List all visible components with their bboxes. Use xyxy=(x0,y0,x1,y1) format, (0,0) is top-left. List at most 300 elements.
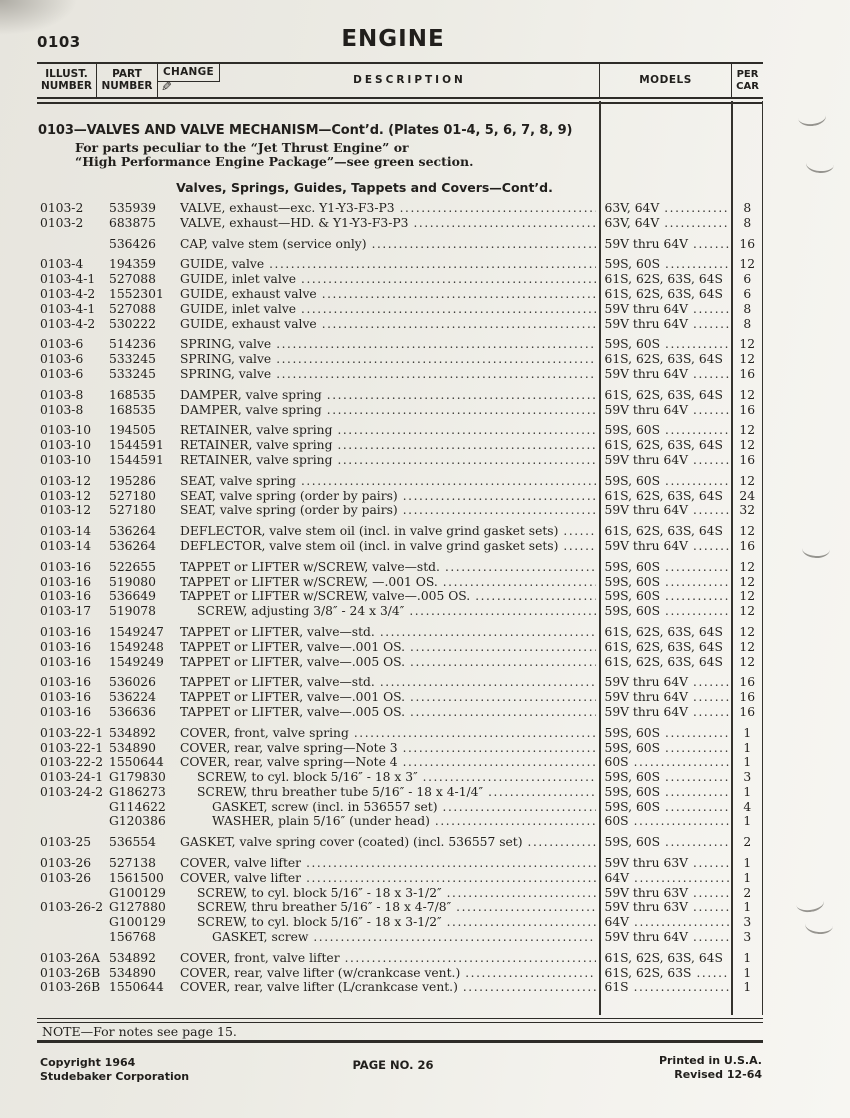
dot-leader xyxy=(403,489,596,503)
column-header-per-car xyxy=(731,64,763,97)
models-text: 59V thru 63V xyxy=(604,900,689,915)
row-group xyxy=(37,423,763,467)
models-cell xyxy=(600,352,732,366)
models-text: 59V thru 63V xyxy=(604,856,689,871)
dot-leader xyxy=(410,705,595,719)
table-row xyxy=(37,352,763,367)
table-row xyxy=(37,524,763,539)
dot-leader xyxy=(276,337,595,351)
description-text: TAPPET or LIFTER, valve—.005 OS. xyxy=(180,654,406,669)
dot-leader xyxy=(443,575,596,589)
description-text: COVER, valve lifter xyxy=(180,856,302,871)
description-cell xyxy=(180,835,600,849)
table-row xyxy=(37,272,763,287)
illust-number: 0103-22-1 xyxy=(40,725,104,740)
models-text: 59S, 60S xyxy=(604,257,661,272)
models-cell xyxy=(600,900,732,914)
dot-leader xyxy=(435,814,596,828)
models-cell xyxy=(600,741,732,755)
illust-number: 0103-12 xyxy=(40,473,92,488)
description-cell xyxy=(180,560,600,574)
description-text: GUIDE, exhaust valve xyxy=(180,286,317,301)
description-cell xyxy=(180,539,600,553)
per-car-qty: 12 xyxy=(739,559,756,574)
description-text: GASKET, valve spring cover (coated) (incl. 536557 set) xyxy=(180,835,523,850)
description-text: SPRING, valve xyxy=(180,352,272,367)
dot-leader xyxy=(447,886,596,900)
illust-number: 0103-10 xyxy=(40,452,92,467)
models-cell xyxy=(600,705,732,719)
dot-leader xyxy=(728,524,729,538)
description-text: SEAT, valve spring (order by pairs) xyxy=(180,503,398,518)
models-text: 61S, 62S, 63S, 64S xyxy=(604,272,723,287)
illust-number: 0103-14 xyxy=(40,524,92,539)
description-cell xyxy=(180,524,600,538)
per-car-qty: 16 xyxy=(739,402,756,417)
table-row xyxy=(37,930,763,945)
dot-leader xyxy=(693,367,728,381)
dot-leader xyxy=(563,524,595,538)
models-text: 59S, 60S xyxy=(604,604,661,619)
table-row xyxy=(37,489,763,504)
dot-leader xyxy=(634,915,728,929)
models-cell xyxy=(600,800,732,814)
footer-printed-line: Printed in U.S.A. xyxy=(658,1054,762,1067)
models-cell xyxy=(600,604,732,618)
column-header-label: ILLUST. xyxy=(45,68,88,80)
description-cell xyxy=(180,930,600,944)
models-cell xyxy=(600,785,732,799)
table-row xyxy=(37,367,763,382)
dot-leader xyxy=(301,474,596,488)
part-number: 1550644 xyxy=(109,980,164,995)
description-text: SEAT, valve spring xyxy=(180,473,296,488)
models-cell xyxy=(600,367,732,381)
column-header-label: PART xyxy=(112,68,142,80)
row-group xyxy=(37,625,763,669)
dot-leader xyxy=(728,640,729,654)
illust-number: 0103-16 xyxy=(40,690,92,705)
dot-leader xyxy=(372,237,596,251)
models-cell xyxy=(600,539,732,553)
illust-number: 0103-8 xyxy=(40,402,84,417)
models-text: 59V thru 64V xyxy=(604,538,689,553)
illust-number: 0103-16 xyxy=(40,639,92,654)
dot-leader xyxy=(380,675,596,689)
page-section-code: 0103 xyxy=(37,33,81,51)
description-cell xyxy=(180,675,600,689)
description-cell xyxy=(180,367,600,381)
illust-number: 0103-4-1 xyxy=(40,272,96,287)
table-row xyxy=(37,741,763,756)
models-cell xyxy=(600,915,732,929)
per-car-qty: 1 xyxy=(743,856,752,871)
part-number: 1549248 xyxy=(109,639,164,654)
illust-number: 0103-16 xyxy=(40,574,92,589)
dot-leader xyxy=(634,980,729,994)
models-cell xyxy=(600,403,732,417)
dot-leader xyxy=(269,257,595,271)
dot-leader xyxy=(665,741,728,755)
models-cell xyxy=(600,423,732,437)
dot-leader xyxy=(403,755,596,769)
dot-leader xyxy=(410,640,595,654)
table-row xyxy=(37,474,763,489)
illust-number: 0103-12 xyxy=(40,503,92,518)
illust-number: 0103-4-2 xyxy=(40,316,96,331)
dot-leader xyxy=(693,237,728,251)
models-text: 59S, 60S xyxy=(604,574,661,589)
models-text: 59V thru 64V xyxy=(604,503,689,518)
binder-hole-shadow xyxy=(797,107,827,128)
table-row xyxy=(37,438,763,453)
models-cell xyxy=(600,474,732,488)
table-header xyxy=(37,62,763,104)
section-note-line: “High Performance Engine Package”—see green section. xyxy=(75,153,474,169)
models-text: 61S, 62S, 63S, 64S xyxy=(604,387,723,402)
dot-leader xyxy=(410,690,595,704)
per-car-qty: 1 xyxy=(743,814,752,829)
illust-number: 0103-2 xyxy=(40,215,84,230)
description-text: SCREW, to cyl. block 5/16″ - 18 x 3-1/2″ xyxy=(197,885,442,900)
illust-number: 0103-16 xyxy=(40,624,92,639)
part-number: 683875 xyxy=(109,215,156,230)
models-cell xyxy=(600,337,732,351)
dot-leader xyxy=(403,503,596,517)
dot-leader xyxy=(728,352,729,366)
per-car-qty: 1 xyxy=(743,980,752,995)
dot-leader xyxy=(728,655,729,669)
models-text: 59S, 60S xyxy=(604,835,661,850)
part-number: 536426 xyxy=(109,236,156,251)
part-number: G100129 xyxy=(109,915,166,930)
dot-leader xyxy=(693,690,728,704)
table-row xyxy=(37,640,763,655)
part-number: 536224 xyxy=(109,690,156,705)
models-text: 59S, 60S xyxy=(604,770,661,785)
models-cell xyxy=(600,438,732,452)
dot-leader xyxy=(337,423,595,437)
models-text: 60S xyxy=(604,814,629,829)
table-row xyxy=(37,800,763,815)
dot-leader xyxy=(447,915,596,929)
description-cell xyxy=(180,337,600,351)
row-group xyxy=(37,237,763,252)
models-cell xyxy=(600,287,732,301)
part-number: 195286 xyxy=(109,473,156,488)
dot-leader xyxy=(463,980,596,994)
models-cell xyxy=(600,272,732,286)
description-cell xyxy=(180,503,600,517)
description-cell xyxy=(180,287,600,301)
per-car-qty: 12 xyxy=(739,257,756,272)
per-car-qty: 1 xyxy=(743,784,752,799)
dot-leader xyxy=(665,800,728,814)
per-car-qty: 1 xyxy=(743,950,752,965)
dot-leader xyxy=(634,814,729,828)
table-row xyxy=(37,675,763,690)
table-row xyxy=(37,856,763,871)
dot-leader xyxy=(414,216,596,230)
table-body xyxy=(37,101,763,1015)
description-text: COVER, front, valve lifter xyxy=(180,950,340,965)
illust-number: 0103-2 xyxy=(40,201,84,215)
column-header-models xyxy=(599,64,731,97)
dot-leader xyxy=(337,438,595,452)
per-car-qty: 4 xyxy=(743,799,752,814)
table-row xyxy=(37,287,763,302)
models-text: 61S, 62S, 63S, 64S xyxy=(604,488,723,503)
models-text: 59V thru 64V xyxy=(604,366,689,381)
note-top-rule xyxy=(37,1018,763,1023)
models-text: 59V thru 64V xyxy=(604,704,689,719)
dot-leader xyxy=(301,302,595,316)
dot-leader xyxy=(728,272,729,286)
description-text: TAPPET or LIFTER w/SCREW, valve—.005 OS. xyxy=(180,589,471,604)
table-row xyxy=(37,423,763,438)
models-cell xyxy=(600,871,732,885)
description-cell xyxy=(180,951,600,965)
illust-number: 0103-4-1 xyxy=(40,301,96,316)
dot-leader xyxy=(728,489,729,503)
dot-leader xyxy=(693,302,728,316)
column-header-illust-number xyxy=(37,64,97,97)
dot-leader xyxy=(306,871,595,885)
models-cell xyxy=(600,655,732,669)
dot-leader xyxy=(728,438,729,452)
description-text: RETAINER, valve spring xyxy=(180,452,333,467)
description-text: TAPPET or LIFTER, valve—.001 OS. xyxy=(180,639,406,654)
dot-leader xyxy=(693,705,728,719)
row-group xyxy=(37,524,763,554)
dot-leader xyxy=(276,352,595,366)
part-number: 519080 xyxy=(109,574,156,589)
dot-leader xyxy=(465,966,595,980)
illust-number: 0103-24-2 xyxy=(40,784,104,799)
per-car-qty: 16 xyxy=(739,675,756,690)
part-number: G179830 xyxy=(109,770,166,785)
part-number: 534890 xyxy=(109,965,156,980)
dot-leader xyxy=(665,726,728,740)
dot-leader xyxy=(409,604,595,618)
models-text: 61S, 62S, 63S, 64S xyxy=(604,654,723,669)
dot-leader xyxy=(528,835,596,849)
per-car-qty: 3 xyxy=(743,770,752,785)
models-text: 59S, 60S xyxy=(604,799,661,814)
part-number: 1544591 xyxy=(109,452,164,467)
column-header-label: NUMBER xyxy=(101,79,153,92)
models-text: 64V xyxy=(604,870,630,885)
dot-leader xyxy=(693,930,728,944)
per-car-qty: 12 xyxy=(739,387,756,402)
models-cell xyxy=(600,675,732,689)
dot-leader xyxy=(693,503,728,517)
part-number: 1561500 xyxy=(109,870,164,885)
dot-leader xyxy=(728,951,729,965)
description-cell xyxy=(180,474,600,488)
table-row xyxy=(37,871,763,886)
illust-number: 0103-10 xyxy=(40,438,92,453)
models-cell xyxy=(600,453,732,467)
illust-number: 0103-16 xyxy=(40,654,92,669)
per-car-qty: 1 xyxy=(743,755,752,770)
description-text: TAPPET or LIFTER, valve—.005 OS. xyxy=(180,704,406,719)
dot-leader xyxy=(380,625,596,639)
models-cell xyxy=(600,317,732,331)
table-row xyxy=(37,835,763,850)
description-text: COVER, front, valve spring xyxy=(180,725,349,740)
part-number: 514236 xyxy=(109,337,156,352)
dot-leader xyxy=(693,453,728,467)
illust-number: 0103-24-1 xyxy=(40,770,104,785)
models-cell xyxy=(600,690,732,704)
per-car-qty: 1 xyxy=(743,965,752,980)
table-row xyxy=(37,237,763,252)
description-text: DAMPER, valve spring xyxy=(180,387,322,402)
part-number: 1550644 xyxy=(109,755,164,770)
description-text: COVER, rear, valve lifter (L/crankcase vent.) xyxy=(180,980,458,995)
illust-number: 0103-16 xyxy=(40,704,92,719)
per-car-qty: 6 xyxy=(743,272,752,287)
dot-leader xyxy=(634,871,728,885)
description-cell xyxy=(180,216,600,230)
part-number: 168535 xyxy=(109,402,156,417)
per-car-qty: 1 xyxy=(743,725,752,740)
table-row xyxy=(37,317,763,332)
part-number: 1549249 xyxy=(109,654,164,669)
part-number: 522655 xyxy=(109,559,156,574)
illust-number: 0103-14 xyxy=(40,538,92,553)
per-car-qty: 12 xyxy=(739,624,756,639)
dot-leader xyxy=(488,785,595,799)
part-number: 1552301 xyxy=(109,286,164,301)
per-car-qty: 8 xyxy=(743,301,752,316)
description-text: CAP, valve stem (service only) xyxy=(180,236,367,251)
description-cell xyxy=(180,900,600,914)
part-number: 533245 xyxy=(109,352,156,367)
illust-number: 0103-22-2 xyxy=(40,755,104,770)
models-cell xyxy=(600,589,732,603)
dot-leader xyxy=(634,755,729,769)
models-text: 63V, 64V xyxy=(604,201,660,215)
per-car-qty: 12 xyxy=(739,524,756,539)
description-text: SPRING, valve xyxy=(180,366,272,381)
part-number: G114622 xyxy=(109,799,166,814)
table-row xyxy=(37,915,763,930)
table-row xyxy=(37,503,763,518)
dot-leader xyxy=(728,388,729,402)
description-cell xyxy=(180,438,600,452)
per-car-qty: 12 xyxy=(739,352,756,367)
description-cell xyxy=(180,302,600,316)
part-number: 536264 xyxy=(109,538,156,553)
part-number: 527180 xyxy=(109,503,156,518)
dot-leader xyxy=(665,474,728,488)
dot-leader xyxy=(354,726,596,740)
column-header-change xyxy=(158,64,220,97)
table-row xyxy=(37,705,763,720)
part-number: 527088 xyxy=(109,272,156,287)
models-text: 61S, 62S, 63S, 64S xyxy=(604,624,723,639)
table-row xyxy=(37,785,763,800)
description-cell xyxy=(180,489,600,503)
dot-leader xyxy=(665,257,728,271)
dot-leader xyxy=(327,388,596,402)
models-cell xyxy=(600,814,732,828)
part-number: G186273 xyxy=(109,784,166,799)
illust-number: 0103-22-1 xyxy=(40,740,104,755)
models-cell xyxy=(600,755,732,769)
models-text: 59S, 60S xyxy=(604,725,661,740)
part-number: 519078 xyxy=(109,604,156,619)
description-cell xyxy=(180,589,600,603)
description-cell xyxy=(180,726,600,740)
table-row xyxy=(37,886,763,901)
description-cell xyxy=(180,871,600,885)
part-number: 194359 xyxy=(109,257,156,272)
dot-leader xyxy=(665,560,728,574)
description-cell xyxy=(180,640,600,654)
description-cell xyxy=(180,604,600,618)
table-row xyxy=(37,403,763,418)
page-title: ENGINE xyxy=(341,26,445,52)
table-row xyxy=(37,655,763,670)
row-group xyxy=(37,856,763,945)
part-number: 536264 xyxy=(109,524,156,539)
models-text: 60S xyxy=(604,755,629,770)
models-cell xyxy=(600,388,732,402)
illust-number: 0103-16 xyxy=(40,675,92,690)
dot-leader xyxy=(665,589,728,603)
description-cell xyxy=(180,741,600,755)
models-cell xyxy=(600,216,732,230)
row-group xyxy=(37,337,763,381)
models-cell xyxy=(600,640,732,654)
footer-copyright-line: Studebaker Corporation xyxy=(40,1070,190,1083)
column-header-label: MODELS xyxy=(639,73,692,86)
part-number: 1544591 xyxy=(109,438,164,453)
models-text: 61S, 62S, 63S, 64S xyxy=(604,639,723,654)
description-text: WASHER, plain 5/16″ (under head) xyxy=(212,814,430,829)
table-row xyxy=(37,814,763,829)
description-text: GUIDE, valve xyxy=(180,257,265,272)
per-car-qty: 16 xyxy=(739,538,756,553)
dot-leader xyxy=(322,317,596,331)
description-cell xyxy=(180,800,600,814)
row-group xyxy=(37,388,763,418)
models-text: 61S, 62S, 63S, 64S xyxy=(604,286,723,301)
dot-leader xyxy=(475,589,595,603)
part-number: 534892 xyxy=(109,725,156,740)
dot-leader xyxy=(345,951,596,965)
dot-leader xyxy=(696,966,728,980)
table-row xyxy=(37,388,763,403)
description-text: COVER, rear, valve spring—Note 3 xyxy=(180,740,398,755)
dot-leader xyxy=(693,675,728,689)
description-text: GUIDE, inlet valve xyxy=(180,301,297,316)
dot-leader xyxy=(693,856,728,870)
footer-printed-line: Revised 12-64 xyxy=(674,1068,762,1081)
description-text: SEAT, valve spring (order by pairs) xyxy=(180,488,398,503)
table-row xyxy=(37,589,763,604)
illust-number: 0103-16 xyxy=(40,589,92,604)
description-cell xyxy=(180,625,600,639)
description-cell xyxy=(180,690,600,704)
description-cell xyxy=(180,257,600,271)
column-header-label: NUMBER xyxy=(40,79,93,92)
dot-leader xyxy=(665,575,728,589)
dot-leader xyxy=(403,741,596,755)
